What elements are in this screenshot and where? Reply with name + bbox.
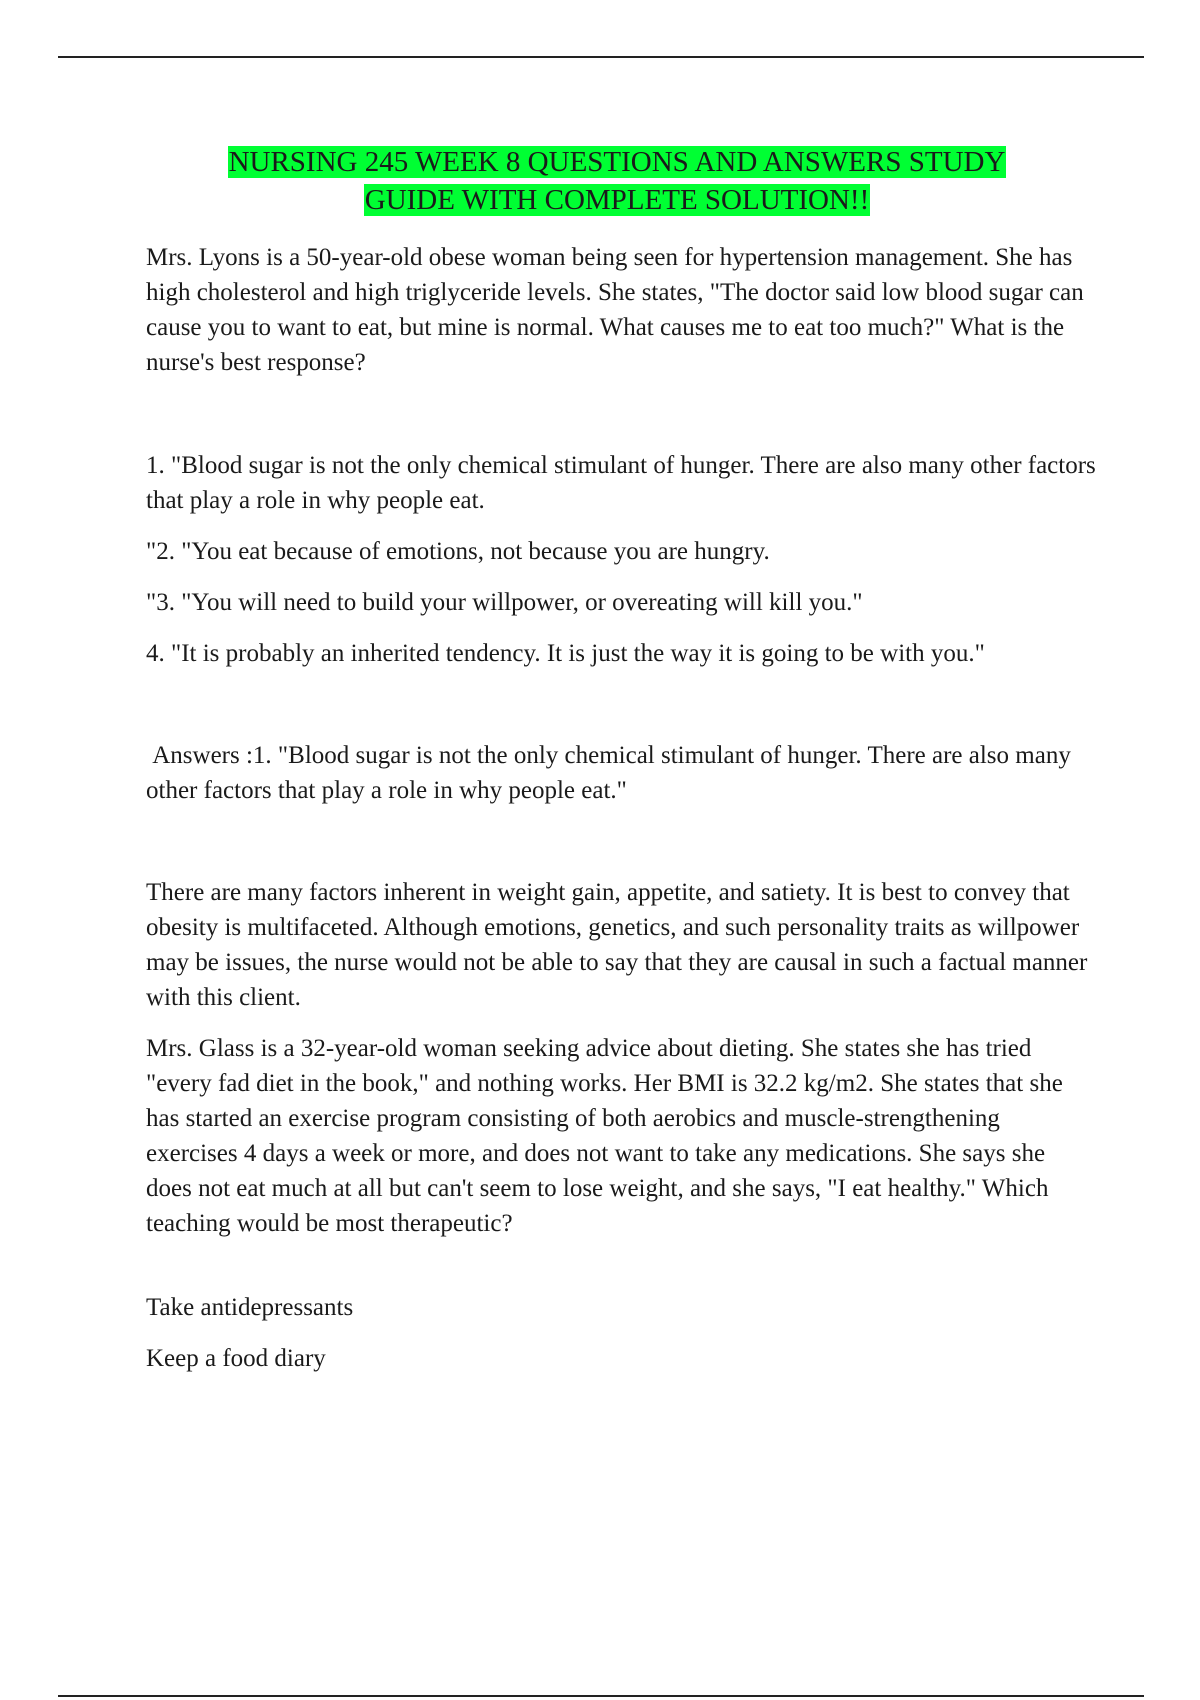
- question-1-option-2: "2. "You eat because of emotions, not because you are hungry.: [146, 538, 770, 565]
- question-1-answer: Answers :1. "Blood sugar is not the only chemical stimulant of hunger. There are also many other factors that play a role in why people eat.": [146, 742, 1078, 804]
- title-line-1: NURSING 245 WEEK 8 QUESTIONS AND ANSWERS STUDY: [228, 146, 1006, 178]
- document-title: [146, 143, 1088, 219]
- question-1-rationale: There are many factors inherent in weight gain, appetite, and satiety. It is best to convey that obesity is multifaceted. Although emotions, genetics, and such personality traits as willpower may be issues, the nurse would not be able to say that they are causal in such a factual manner with this client.: [146, 879, 1088, 1011]
- title-line-2: GUIDE WITH COMPLETE SOLUTION!!: [364, 184, 870, 216]
- header-rule: [58, 56, 1144, 58]
- question-1-option-4: 4. "It is probably an inherited tendency. It is just the way it is going to be with you.": [146, 640, 985, 667]
- question-1-option-1: 1. "Blood sugar is not the only chemical stimulant of hunger. There are also many other factors that play a role in why people eat.: [146, 452, 1096, 514]
- question-1-option-3: "3. "You will need to build your willpower, or overeating will kill you.": [146, 589, 863, 616]
- question-1-stem: Mrs. Lyons is a 50-year-old obese woman being seen for hypertension management. She has high cholesterol and high triglyceride levels. She states, "The doctor said low blood sugar can cause you to want to eat, but mine is normal. What causes me to eat too much?" What is the nurse's best response?: [146, 244, 1084, 376]
- question-2-option-1: Take antidepressants: [146, 1294, 354, 1321]
- question-2-stem: Mrs. Glass is a 32-year-old woman seeking advice about dieting. She states she has tried "every fad diet in the book," and nothing works. Her BMI is 32.2 kg/m2. She states that she has started an exercise program consisting of both aerobics and muscle-strengthening exercises 4 days a week or more, and does not want to take any medications. She says she does not eat much at all but can't seem to lose weight, and she says, "I eat healthy." Which teaching would be most therapeutic?: [146, 1035, 1063, 1237]
- question-2-option-2: Keep a food diary: [146, 1345, 326, 1372]
- document-body: [146, 240, 1096, 1376]
- footer-rule: [58, 1695, 1144, 1697]
